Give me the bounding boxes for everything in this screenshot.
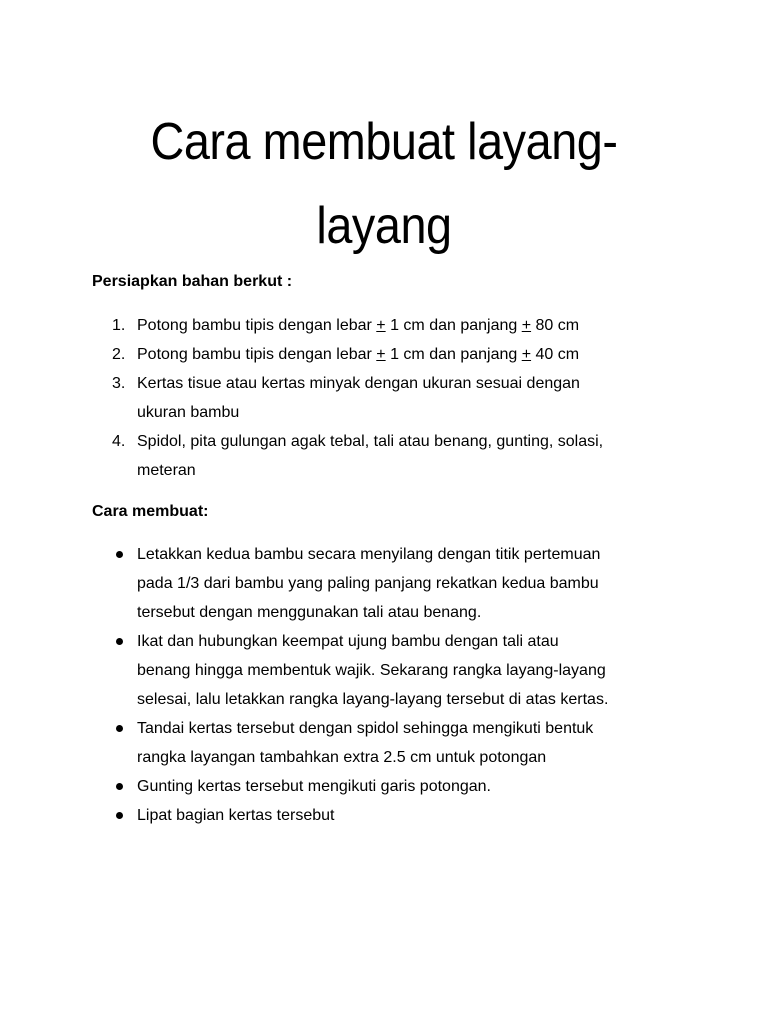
bullet-icon (116, 638, 123, 645)
page-title (74, 100, 693, 268)
item-text: selesai, lalu letakkan rangka layang-layang tersebut di atas kertas. (137, 691, 609, 708)
list-item (92, 340, 692, 369)
item-text: Potong bambu tipis dengan lebar (137, 346, 377, 363)
list-item (92, 772, 692, 801)
item-text: 40 cm (531, 346, 580, 363)
list-item (92, 427, 692, 485)
plus-minus-symbol: + (521, 317, 532, 334)
item-text: 1 cm dan panjang (385, 346, 522, 363)
list-number: 4. (112, 433, 126, 450)
list-number: 3. (112, 375, 126, 392)
item-text: tersebut dengan menggunakan tali atau benang. (137, 604, 482, 621)
bullet-icon (116, 725, 123, 732)
item-text: Lipat bagian kertas tersebut (137, 807, 335, 824)
item-text: ukuran bambu (137, 404, 240, 421)
plus-minus-symbol: + (521, 346, 532, 363)
list-item (92, 311, 692, 340)
list-number: 2. (112, 346, 126, 363)
item-text: Tandai kertas tersebut dengan spidol sehingga mengikuti bentuk (137, 720, 594, 737)
title-line-2: layang (316, 197, 452, 255)
materials-list (92, 311, 692, 485)
steps-heading: Cara membuat: (92, 503, 209, 520)
item-text: Spidol, pita gulungan agak tebal, tali atau benang, gunting, solasi, (137, 433, 604, 450)
item-text: rangka layangan tambahkan extra 2.5 cm untuk potongan (137, 749, 547, 766)
title-line-1: Cara membuat layang- (150, 113, 618, 171)
item-text: Letakkan kedua bambu secara menyilang dengan titik pertemuan (137, 546, 601, 563)
steps-list (92, 540, 692, 830)
item-text: Potong bambu tipis dengan lebar (137, 317, 377, 334)
item-text: 1 cm dan panjang (385, 317, 522, 334)
bullet-icon (116, 551, 123, 558)
bullet-icon (116, 783, 123, 790)
list-item (92, 801, 692, 830)
item-text: Gunting kertas tersebut mengikuti garis potongan. (137, 778, 491, 795)
list-item (92, 714, 692, 772)
list-number: 1. (112, 317, 126, 334)
list-item (92, 627, 692, 714)
bullet-icon (116, 812, 123, 819)
item-text: pada 1/3 dari bambu yang paling panjang rekatkan kedua bambu (137, 575, 599, 592)
item-text: meteran (137, 462, 196, 479)
item-text: Kertas tisue atau kertas minyak dengan ukuran sesuai dengan (137, 375, 580, 392)
plus-minus-symbol: + (376, 317, 386, 334)
list-item (92, 540, 692, 627)
materials-heading: Persiapkan bahan berkut : (92, 273, 293, 290)
plus-minus-symbol: + (376, 346, 386, 363)
list-item (92, 369, 692, 427)
item-text: benang hingga membentuk wajik. Sekarang rangka layang-layang (137, 662, 606, 679)
item-text: 80 cm (531, 317, 580, 334)
item-text: Ikat dan hubungkan keempat ujung bambu dengan tali atau (137, 633, 559, 650)
